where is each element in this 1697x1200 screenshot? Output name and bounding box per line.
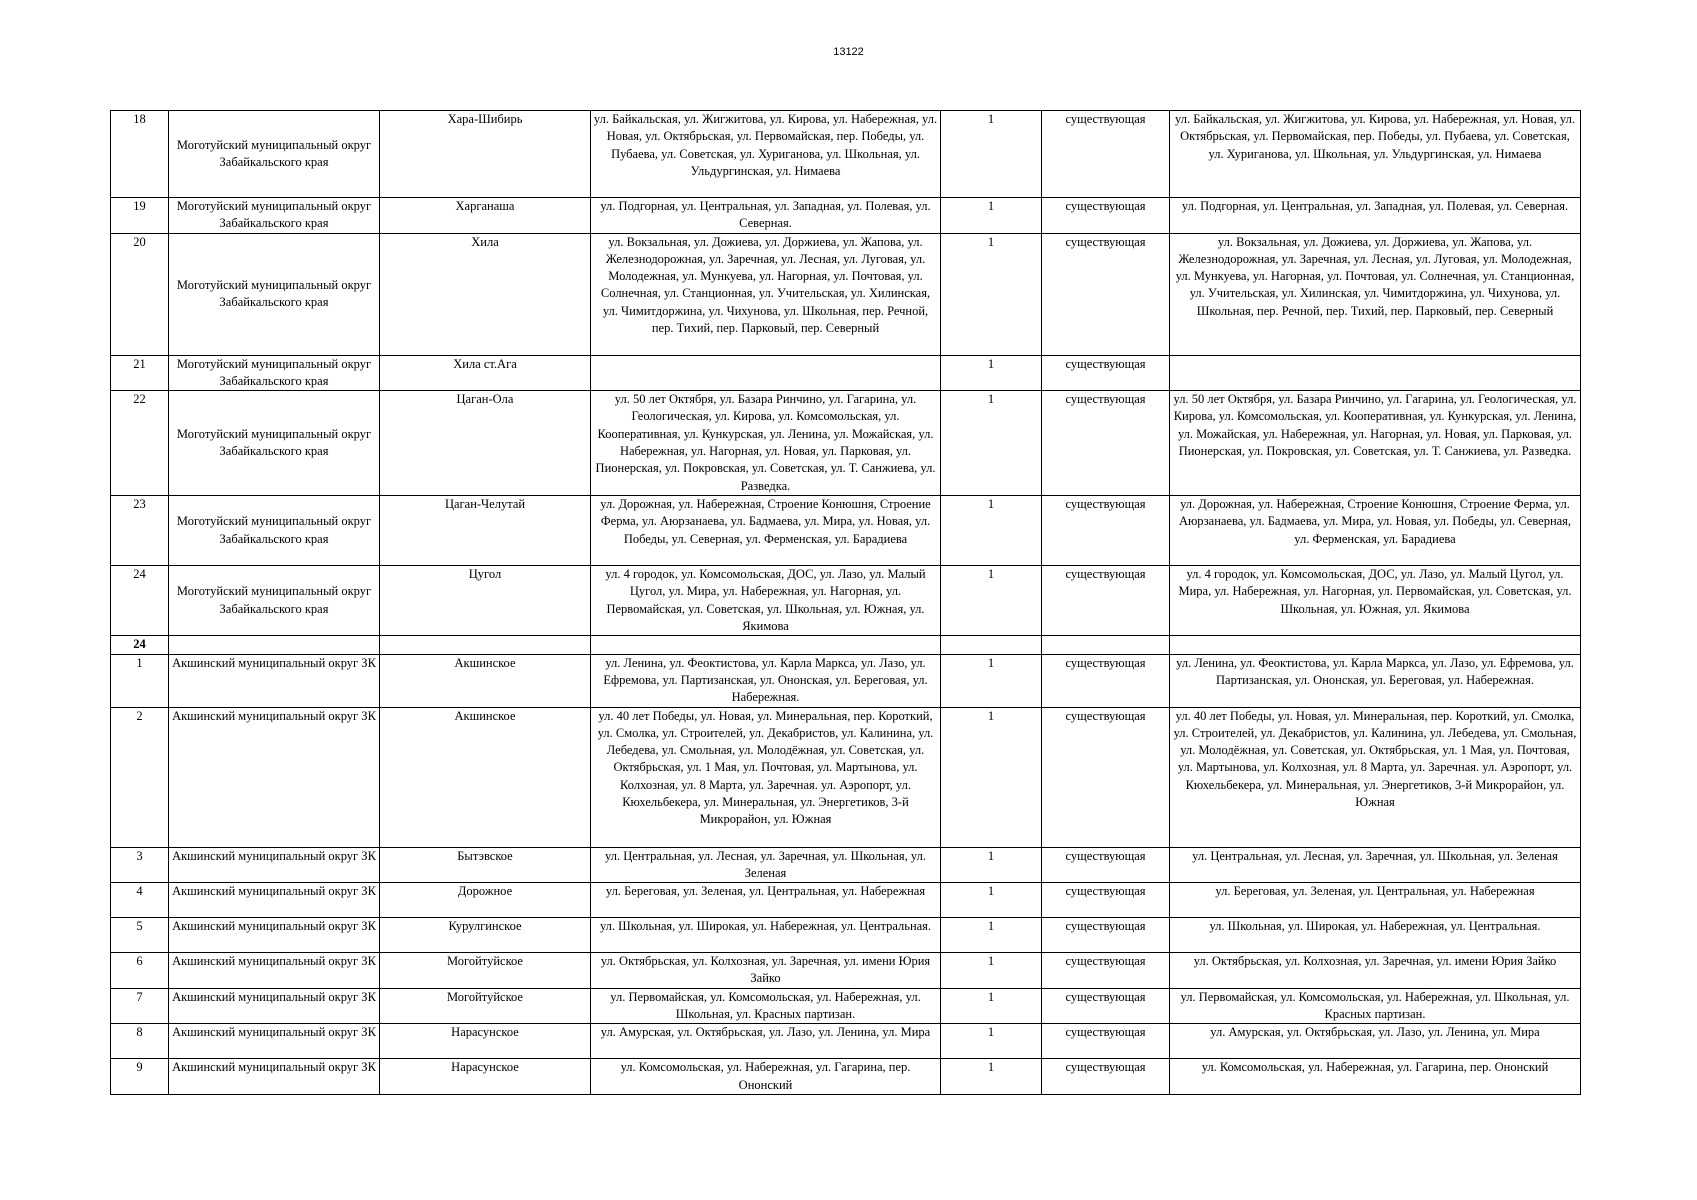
streets-cell: ул. 40 лет Победы, ул. Новая, ул. Минеральная, пер. Короткий, ул. Смолка, ул. Строителей, ул. Декабристов, ул. Калинина, ул. Лебедева, ул. Смольная, ул. Молодёжная, ул. Советская, ул. Октябрьская, ул. 1 Мая, ул. Почтовая, ул. Мартынова, ул. Колхозная, ул. 8 Марта, ул. Заречная. ул. Аэропорт, ул. Кюхельбекера, ул. Минеральная, ул. Энергетиков, 3-й Микрорайон, ул. Южная xyxy=(591,707,941,847)
locality-cell: Акшинское xyxy=(380,654,591,707)
count-cell: 1 xyxy=(941,707,1042,847)
row-number: 22 xyxy=(111,391,169,496)
table-row xyxy=(111,1059,1581,1095)
coverage-cell: ул. Школьная, ул. Широкая, ул. Набережная, ул. Центральная. xyxy=(1170,918,1581,953)
count-cell: 1 xyxy=(941,918,1042,953)
streets-cell: ул. Амурская, ул. Октябрьская, ул. Лазо, ул. Ленина, ул. Мира xyxy=(591,1024,941,1059)
count-cell: 1 xyxy=(941,1024,1042,1059)
locality-cell: Могойтуйское xyxy=(380,988,591,1024)
table-row xyxy=(111,1024,1581,1059)
streets-cell: ул. Первомайская, ул. Комсомольская, ул. Набережная, ул. Школьная, ул. Красных партизан. xyxy=(591,988,941,1024)
count-cell: 1 xyxy=(941,654,1042,707)
table-row xyxy=(111,198,1581,234)
status-cell: существующая xyxy=(1042,355,1170,391)
status-cell: существующая xyxy=(1042,198,1170,234)
count-cell: 1 xyxy=(941,111,1042,198)
status-cell: существующая xyxy=(1042,654,1170,707)
coverage-cell: ул. Ленина, ул. Феоктистова, ул. Карла Маркса, ул. Лазо, ул. Ефремова, ул. Партизанская, ул. Ононская, ул. Береговая, ул. Набережная. xyxy=(1170,654,1581,707)
locality-cell: Курулгинское xyxy=(380,918,591,953)
row-number: 2 xyxy=(111,707,169,847)
streets-cell: ул. Береговая, ул. Зеленая, ул. Центральная, ул. Набережная xyxy=(591,883,941,918)
page-number: 13122 xyxy=(833,46,864,58)
streets-cell: ул. Центральная, ул. Лесная, ул. Заречная, ул. Школьная, ул. Зеленая xyxy=(591,847,941,883)
table-row xyxy=(111,847,1581,883)
streets-cell: ул. 50 лет Октября, ул. Базара Ринчино, ул. Гагарина, ул. Геологическая, ул. Кирова, ул. Комсомольская, ул. Кооперативная, ул. Кункурская, ул. Ленина, ул. Можайская, ул. Набережная, ул. Нагорная, ул. Новая, ул. Парковая, ул. Пионерская, ул. Покровская, ул. Советская, ул. Т. Санжиева, ул. Разведка. xyxy=(591,391,941,496)
table-row xyxy=(111,355,1581,391)
count-cell: 1 xyxy=(941,496,1042,566)
row-number: 8 xyxy=(111,1024,169,1059)
table-row xyxy=(111,883,1581,918)
status-cell: существующая xyxy=(1042,1024,1170,1059)
group-total: 24 xyxy=(111,636,169,654)
streets-cell: ул. Подгорная, ул. Центральная, ул. Западная, ул. Полевая, ул. Северная. xyxy=(591,198,941,234)
status-cell: существующая xyxy=(1042,883,1170,918)
streets-cell: ул. Дорожная, ул. Набережная, Строение Конюшня, Строение Ферма, ул. Аюрзанаева, ул. Бадмаева, ул. Мира, ул. Новая, ул. Победы, ул. Северная, ул. Ферменская, ул. Барадиева xyxy=(591,496,941,566)
count-cell: 1 xyxy=(941,198,1042,234)
district-cell: Акшинский муниципальный округ ЗК xyxy=(169,988,380,1024)
locality-cell: Хара-Шибирь xyxy=(380,111,591,198)
table-row xyxy=(111,988,1581,1024)
locality-cell: Цаган-Челутай xyxy=(380,496,591,566)
locality-cell: Дорожное xyxy=(380,883,591,918)
locality-cell: Нарасунское xyxy=(380,1059,591,1095)
coverage-cell: ул. Первомайская, ул. Комсомольская, ул. Набережная, ул. Школьная, ул. Красных партизан. xyxy=(1170,988,1581,1024)
streets-cell: ул. Вокзальная, ул. Дожиева, ул. Доржиева, ул. Жапова, ул. Железнодорожная, ул. Заречная, ул. Лесная, ул. Луговая, ул. Молодежная, ул. Мункуева, ул. Нагорная, ул. Почтовая, ул. Солнечная, ул. Станционная, ул. Учительская, ул. Хилинская, ул. Чимитдоржина, ул. Чихунова, ул. Школьная, пер. Речной, пер. Тихий, пер. Парковый, пер. Северный xyxy=(591,233,941,355)
count-cell: 1 xyxy=(941,391,1042,496)
streets-cell: ул. 4 городок, ул. Комсомольская, ДОС, ул. Лазо, ул. Малый Цугол, ул. Мира, ул. Набережная, ул. Нагорная, ул. Первомайская, ул. Советская, ул. Школьная, ул. Южная, ул. Якимова xyxy=(591,566,941,636)
count-cell: 1 xyxy=(941,953,1042,989)
table-row xyxy=(111,391,1581,496)
row-number: 1 xyxy=(111,654,169,707)
status-cell: существующая xyxy=(1042,918,1170,953)
status-cell: существующая xyxy=(1042,1059,1170,1095)
locality-cell: Могойтуйское xyxy=(380,953,591,989)
district-cell: Моготуйский муниципальный округ Забайкальского края xyxy=(169,198,380,234)
table-row xyxy=(111,707,1581,847)
district-cell: Акшинский муниципальный округ ЗК xyxy=(169,847,380,883)
streets-cell: ул. Комсомольская, ул. Набережная, ул. Гагарина, пер. Ононский xyxy=(591,1059,941,1095)
status-cell: существующая xyxy=(1042,111,1170,198)
row-number: 5 xyxy=(111,918,169,953)
count-cell: 1 xyxy=(941,847,1042,883)
coverage-cell: ул. Береговая, ул. Зеленая, ул. Центральная, ул. Набережная xyxy=(1170,883,1581,918)
status-cell: существующая xyxy=(1042,391,1170,496)
district-cell: Моготуйский муниципальный округ Забайкальского края xyxy=(169,233,380,355)
group-total-row xyxy=(111,636,1581,654)
district-cell: Моготуйский муниципальный округ Забайкальского края xyxy=(169,111,380,198)
row-number: 23 xyxy=(111,496,169,566)
district-cell: Акшинский муниципальный округ ЗК xyxy=(169,1024,380,1059)
district-cell: Акшинский муниципальный округ ЗК xyxy=(169,707,380,847)
row-number: 4 xyxy=(111,883,169,918)
row-number: 24 xyxy=(111,566,169,636)
coverage-cell: ул. Амурская, ул. Октябрьская, ул. Лазо, ул. Ленина, ул. Мира xyxy=(1170,1024,1581,1059)
locality-cell: Акшинское xyxy=(380,707,591,847)
coverage-cell: ул. Октябрьская, ул. Колхозная, ул. Заречная, ул. имени Юрия Зайко xyxy=(1170,953,1581,989)
table-row xyxy=(111,918,1581,953)
district-cell: Акшинский муниципальный округ ЗК xyxy=(169,953,380,989)
count-cell: 1 xyxy=(941,988,1042,1024)
status-cell: существующая xyxy=(1042,953,1170,989)
district-cell: Моготуйский муниципальный округ Забайкальского края xyxy=(169,355,380,391)
table-row xyxy=(111,111,1581,198)
district-cell: Моготуйский муниципальный округ Забайкальского края xyxy=(169,496,380,566)
row-number: 18 xyxy=(111,111,169,198)
locality-cell: Хила ст.Ага xyxy=(380,355,591,391)
streets-cell: ул. Байкальская, ул. Жигжитова, ул. Кирова, ул. Набережная, ул. Новая, ул. Октябрьская, ул. Первомайская, пер. Победы, ул. Пубаева, ул. Советская, ул. Хуриганова, ул. Школьная, ул. Ульдургинская, ул. Нимаева xyxy=(591,111,941,198)
status-cell: существующая xyxy=(1042,988,1170,1024)
count-cell: 1 xyxy=(941,1059,1042,1095)
table-row xyxy=(111,566,1581,636)
streets-cell: ул. Школьная, ул. Широкая, ул. Набережная, ул. Центральная. xyxy=(591,918,941,953)
count-cell: 1 xyxy=(941,233,1042,355)
district-cell: Моготуйский муниципальный округ Забайкальского края xyxy=(169,391,380,496)
locality-cell: Бытэвское xyxy=(380,847,591,883)
locality-cell: Харганаша xyxy=(380,198,591,234)
district-cell: Акшинский муниципальный округ ЗК xyxy=(169,918,380,953)
row-number: 6 xyxy=(111,953,169,989)
coverage-cell: ул. Комсомольская, ул. Набережная, ул. Гагарина, пер. Ононский xyxy=(1170,1059,1581,1095)
locality-cell: Цугол xyxy=(380,566,591,636)
count-cell: 1 xyxy=(941,883,1042,918)
locality-registry-table xyxy=(110,110,1581,1095)
coverage-cell: ул. Вокзальная, ул. Дожиева, ул. Доржиева, ул. Жапова, ул. Железнодорожная, ул. Заречная, ул. Лесная, ул. Луговая, ул. Молодежная, ул. Мункуева, ул. Нагорная, ул. Почтовая, ул. Солнечная, ул. Станционная, ул. Учительская, ул. Хилинская, ул. Чимитдоржина, ул. Чихунова, ул. Школьная, пер. Речной, пер. Тихий, пер. Парковый, пер. Северный xyxy=(1170,233,1581,355)
table-row xyxy=(111,953,1581,989)
status-cell: существующая xyxy=(1042,847,1170,883)
count-cell: 1 xyxy=(941,355,1042,391)
row-number: 20 xyxy=(111,233,169,355)
coverage-cell: ул. 50 лет Октября, ул. Базара Ринчино, ул. Гагарина, ул. Геологическая, ул. Кирова, ул. Комсомольская, ул. Кооперативная, ул. Кункурская, ул. Ленина, ул. Можайская, ул. Набережная, ул. Нагорная, ул. Новая, ул. Парковая, ул. Пионерская, ул. Покровская, ул. Советская, ул. Т. Санжиева, ул. Разведка. xyxy=(1170,391,1581,496)
status-cell: существующая xyxy=(1042,233,1170,355)
table-row xyxy=(111,654,1581,707)
row-number: 19 xyxy=(111,198,169,234)
streets-cell: ул. Октябрьская, ул. Колхозная, ул. Заречная, ул. имени Юрия Зайко xyxy=(591,953,941,989)
coverage-cell: ул. Подгорная, ул. Центральная, ул. Западная, ул. Полевая, ул. Северная. xyxy=(1170,198,1581,234)
district-cell: Акшинский муниципальный округ ЗК xyxy=(169,1059,380,1095)
status-cell: существующая xyxy=(1042,566,1170,636)
row-number: 3 xyxy=(111,847,169,883)
streets-cell: ул. Ленина, ул. Феоктистова, ул. Карла Маркса, ул. Лазо, ул. Ефремова, ул. Партизанская, ул. Ононская, ул. Береговая, ул. Набережная. xyxy=(591,654,941,707)
district-cell: Моготуйский муниципальный округ Забайкальского края xyxy=(169,566,380,636)
coverage-cell: ул. 40 лет Победы, ул. Новая, ул. Минеральная, пер. Короткий, ул. Смолка, ул. Строителей, ул. Декабристов, ул. Калинина, ул. Лебедева, ул. Смольная, ул. Молодёжная, ул. Советская, ул. Октябрьская, ул. 1 Мая, ул. Почтовая, ул. Мартынова, ул. Колхозная, ул. 8 Марта, ул. Заречная. ул. Аэропорт, ул. Кюхельбекера, ул. Минеральная, ул. Энергетиков, 3-й Микрорайон, ул. Южная xyxy=(1170,707,1581,847)
locality-cell: Цаган-Ола xyxy=(380,391,591,496)
district-cell: Акшинский муниципальный округ ЗК xyxy=(169,654,380,707)
table-row xyxy=(111,496,1581,566)
table-row xyxy=(111,233,1581,355)
status-cell: существующая xyxy=(1042,496,1170,566)
status-cell: существующая xyxy=(1042,707,1170,847)
streets-cell xyxy=(591,355,941,391)
locality-cell: Нарасунское xyxy=(380,1024,591,1059)
locality-cell: Хила xyxy=(380,233,591,355)
coverage-cell: ул. Дорожная, ул. Набережная, Строение Конюшня, Строение Ферма, ул. Аюрзанаева, ул. Бадмаева, ул. Мира, ул. Новая, ул. Победы, ул. Северная, ул. Ферменская, ул. Барадиева xyxy=(1170,496,1581,566)
count-cell: 1 xyxy=(941,566,1042,636)
coverage-cell: ул. 4 городок, ул. Комсомольская, ДОС, ул. Лазо, ул. Малый Цугол, ул. Мира, ул. Набережная, ул. Нагорная, ул. Первомайская, ул. Советская, ул. Школьная, ул. Южная, ул. Якимова xyxy=(1170,566,1581,636)
row-number: 7 xyxy=(111,988,169,1024)
coverage-cell xyxy=(1170,355,1581,391)
row-number: 9 xyxy=(111,1059,169,1095)
coverage-cell: ул. Центральная, ул. Лесная, ул. Заречная, ул. Школьная, ул. Зеленая xyxy=(1170,847,1581,883)
row-number: 21 xyxy=(111,355,169,391)
district-cell: Акшинский муниципальный округ ЗК xyxy=(169,883,380,918)
coverage-cell: ул. Байкальская, ул. Жигжитова, ул. Кирова, ул. Набережная, ул. Новая, ул. Октябрьская, ул. Первомайская, пер. Победы, ул. Пубаева, ул. Советская, ул. Хуриганова, ул. Школьная, ул. Ульдургинская, ул. Нимаева xyxy=(1170,111,1581,198)
